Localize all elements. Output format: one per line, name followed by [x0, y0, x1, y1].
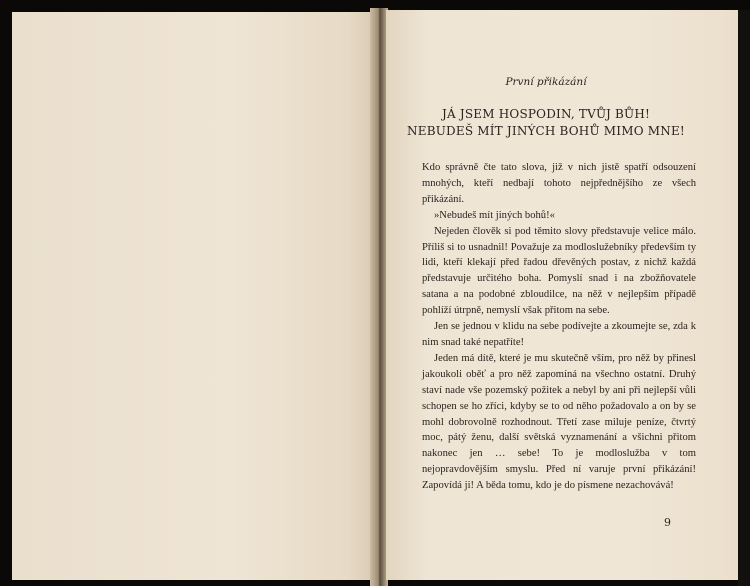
- left-page-blank: [12, 12, 378, 580]
- heading-line-2: NEBUDEŠ MÍT JINÝCH BOHŮ MIMO MNE!: [407, 124, 685, 138]
- chapter-title: První přikázání: [505, 76, 587, 88]
- paragraph: »Nebudeš mít jiných bohů!«: [434, 209, 555, 221]
- body-text: [422, 160, 696, 494]
- heading-line-1: JÁ JSEM HOSPODIN, TVŮJ BŮH!: [441, 107, 651, 121]
- paragraph: Jeden má dítě, které je mu skutečně vším, pro něž by přinesl jakoukoli oběť a pro něž zapomíná na všechno ostatní. Druhý staví nade vše pozemský požitek a nebyl by ani při nejlepší vůli schopen se ho zříci, kdyby se to od něho požadovalo a on by se mohl dobrovolně rozhodnout. Třetí zase miluje peníze, čtvrtý moc, pátý ženu, další světská vyznamenání a všichni přitom nakonec jen … sebe! To je modloslužba v tom nejopravdovějším smyslu. Před ní varuje první přikázání! Zapovídá ji! A běda tomu, kdo je do písmene nezachovává!: [422, 352, 696, 492]
- paragraph: Jen se jednou v klidu na sebe podívejte a zkoumejte se, zda k nim snad také nepatříte!: [422, 321, 696, 348]
- paragraph: Nejeden člověk si pod těmito slovy představuje velice málo. Příliš si to usnadnil! Považuje za modloslužebníky především ty lidi, kteří klekají před řadou dřevěných postav, z nichž každá představuje určitého boha. Pomyslí snad i na zbožňovatele satana a na podobné zbloudilce, na něž v nejlepším případě pohlíží útrpně, nemyslí však přitom na sebe.: [422, 225, 696, 317]
- scan-edge: [738, 10, 750, 586]
- paragraph: Kdo správně čte tato slova, již v nich jistě spatří odsouzení mnohých, kteří nedbají tohoto nejpřednějšího ze všech přikázání.: [422, 162, 696, 205]
- commandment-heading: [396, 106, 696, 140]
- page-number: 9: [664, 516, 671, 529]
